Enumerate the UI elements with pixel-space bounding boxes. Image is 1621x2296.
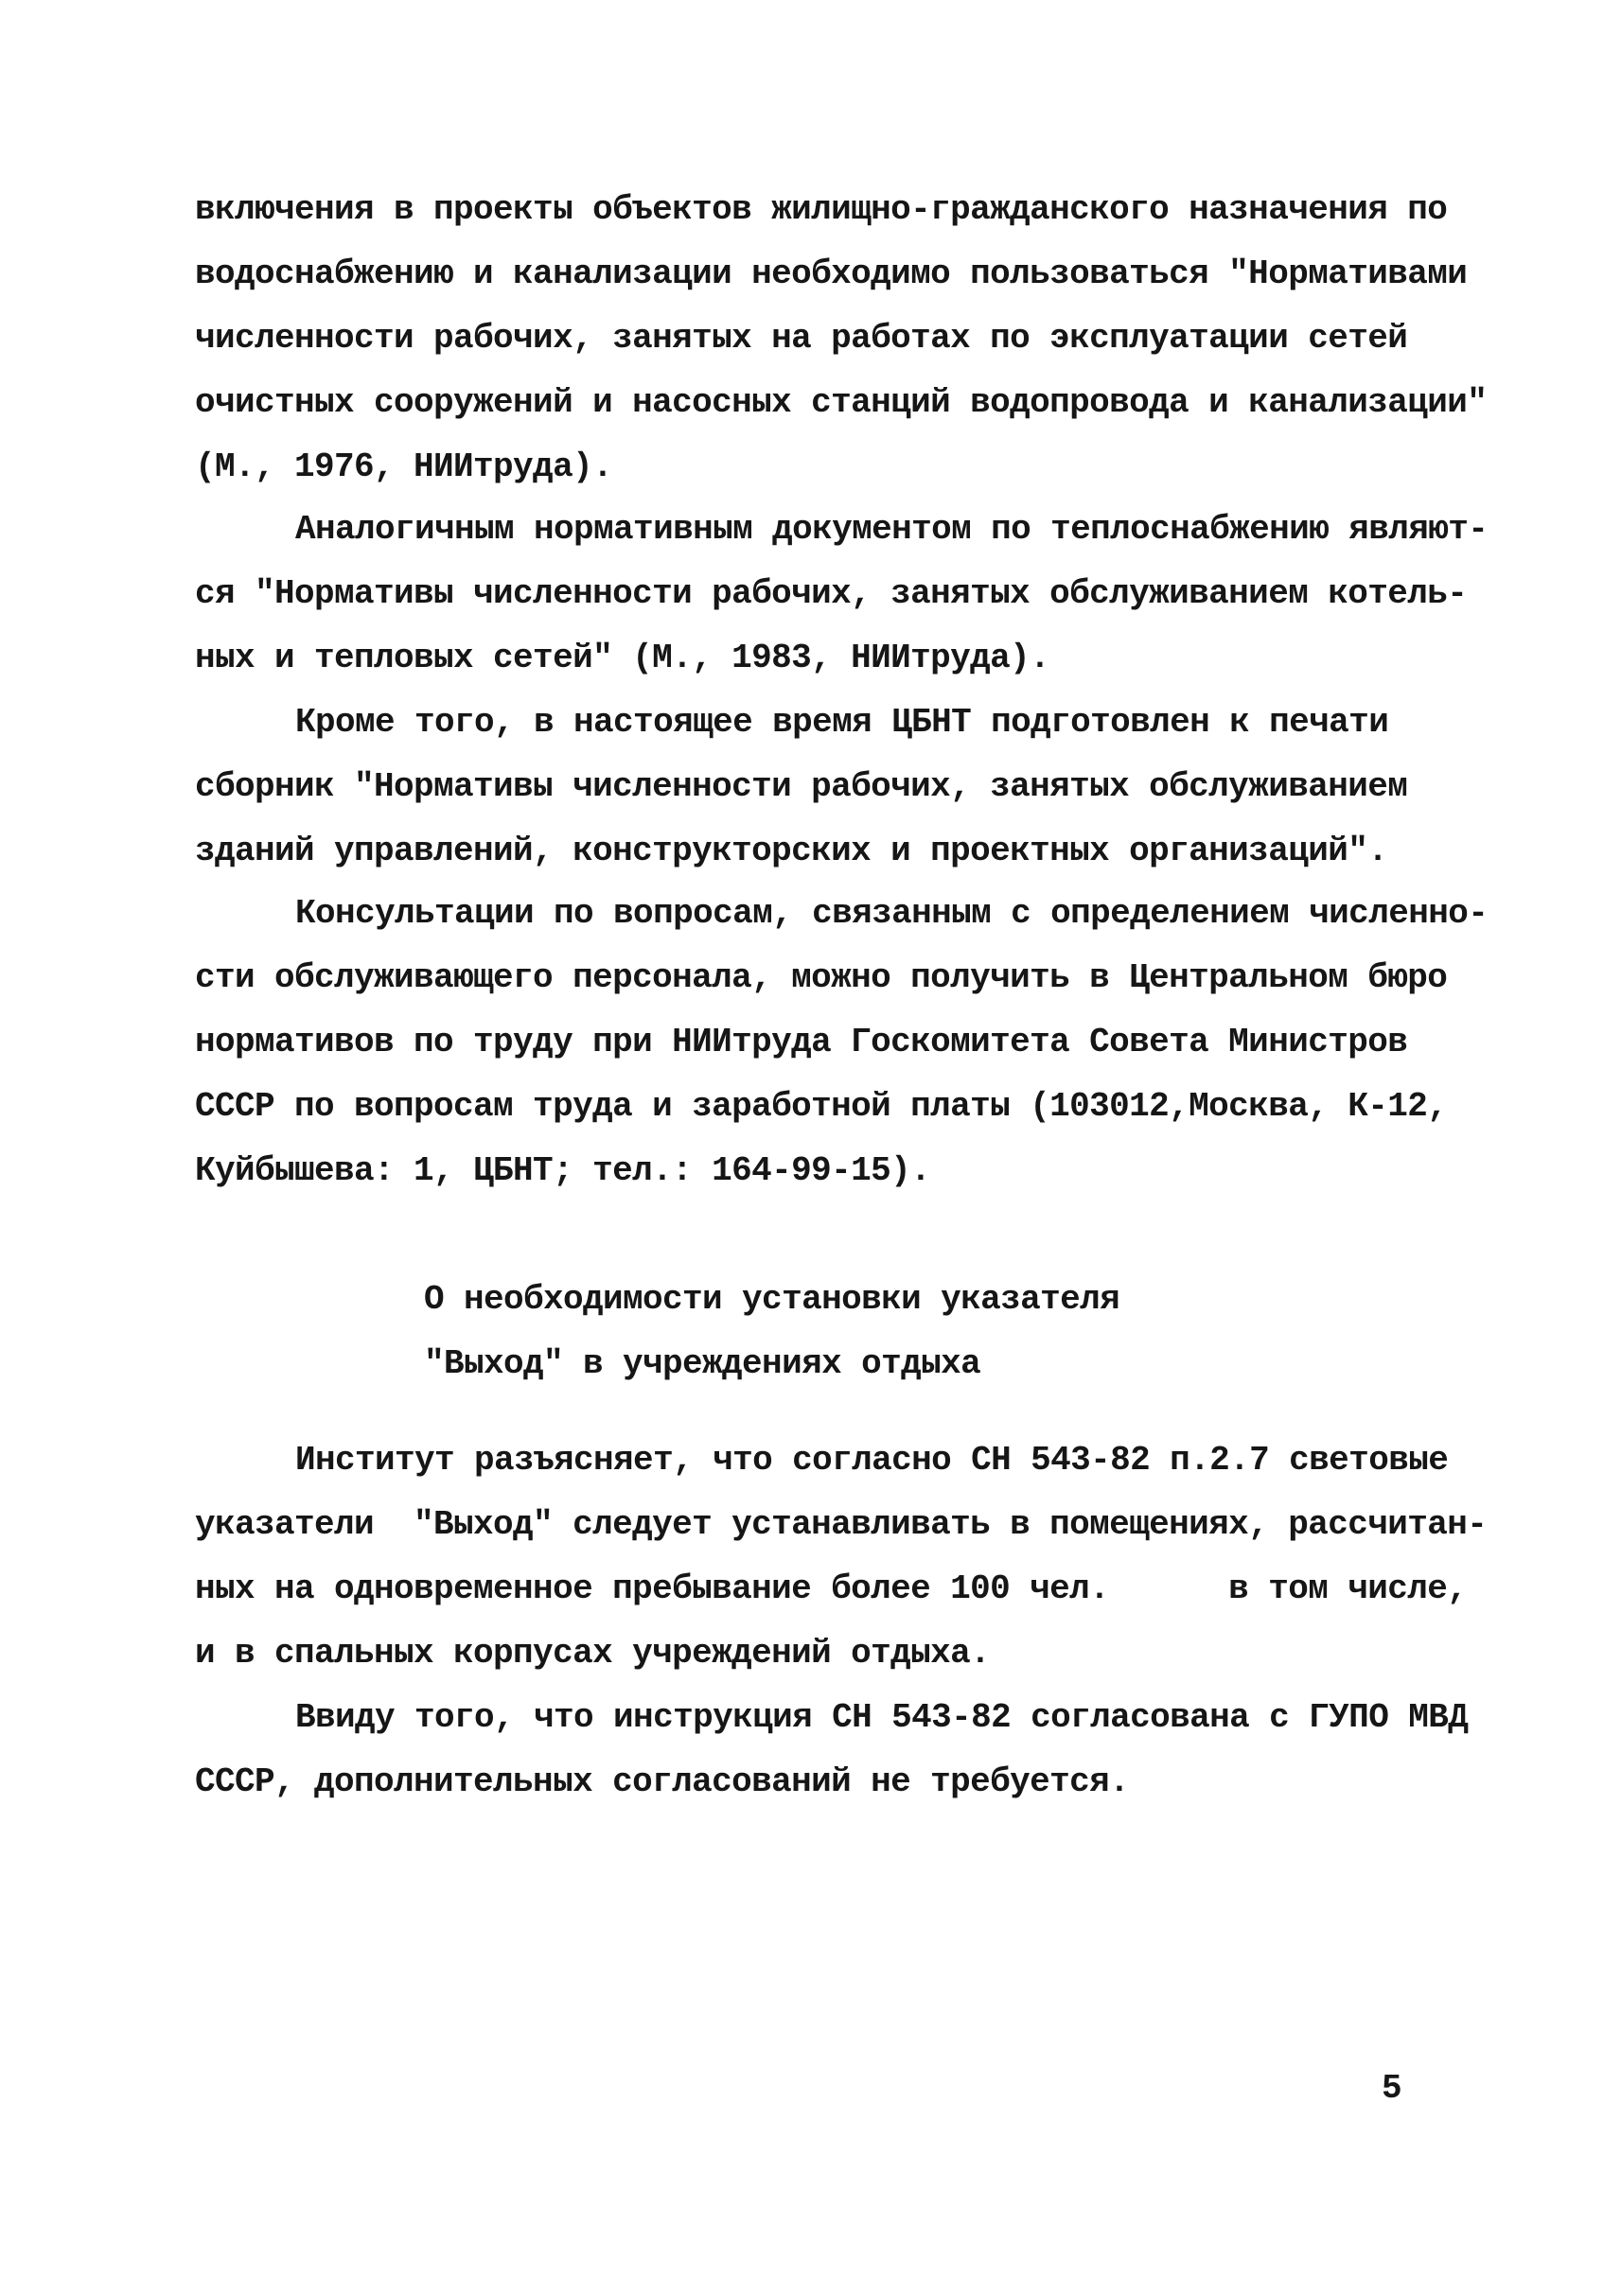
text-line: Консультации по вопросам, связанным с определением численно- xyxy=(295,894,1489,933)
text-line: зданий управлений, конструкторских и проектных организаций". xyxy=(195,832,1388,870)
text-line: СССР по вопросам труда и заработной платы (103012,Москва, К-12, xyxy=(195,1087,1448,1126)
text-line: сборник "Нормативы численности рабочих, занятых обслуживанием xyxy=(195,767,1408,806)
section-heading: "Выход" в учреждениях отдыха xyxy=(424,1344,981,1383)
text-line: Институт разъясняет, что согласно СН 543-82 п.2.7 световые xyxy=(295,1441,1449,1480)
text-line: и в спальных корпусах учреждений отдыха. xyxy=(195,1634,991,1673)
text-line: ся "Нормативы численности рабочих, занятых обслуживанием котель- xyxy=(195,574,1468,613)
text-line: очистных сооружений и насосных станций водопровода и канализации" xyxy=(195,383,1488,422)
text-line: Кроме того, в настоящее время ЦБНТ подготовлен к печати xyxy=(295,703,1389,742)
text-line: включения в проекты объектов жилищно-гражданского назначения по xyxy=(195,190,1448,229)
section-heading: О необходимости установки указателя xyxy=(424,1280,1120,1319)
text-line: сти обслуживающего персонала, можно получить в Центральном бюро xyxy=(195,958,1448,997)
text-line: численности рабочих, занятых на работах по эксплуатации сетей xyxy=(195,319,1408,358)
text-line: Аналогичным нормативным документом по теплоснабжению являют- xyxy=(295,510,1489,549)
page-number: 5 xyxy=(1382,2069,1402,2108)
text-line: ных на одновременное пребывание более 100 чел. в том числе, xyxy=(195,1569,1468,1608)
text-line: Ввиду того, что инструкция СН 543-82 согласована с ГУПО МВД xyxy=(295,1698,1469,1737)
text-line: указатели "Выход" следует устанавливать в помещениях, рассчитан- xyxy=(195,1505,1488,1544)
text-line: СССР, дополнительных согласований не требуется. xyxy=(195,1762,1130,1801)
text-line: нормативов по труду при НИИтруда Госкомитета Совета Министров xyxy=(195,1023,1408,1061)
text-line: водоснабжению и канализации необходимо пользоваться "Нормативами xyxy=(195,254,1468,293)
text-line: (М., 1976, НИИтруда). xyxy=(195,447,613,486)
text-line: Куйбышева: 1, ЦБНТ; тел.: 164-99-15). xyxy=(195,1151,931,1190)
text-line: ных и тепловых сетей" (М., 1983, НИИтруда). xyxy=(195,639,1050,677)
